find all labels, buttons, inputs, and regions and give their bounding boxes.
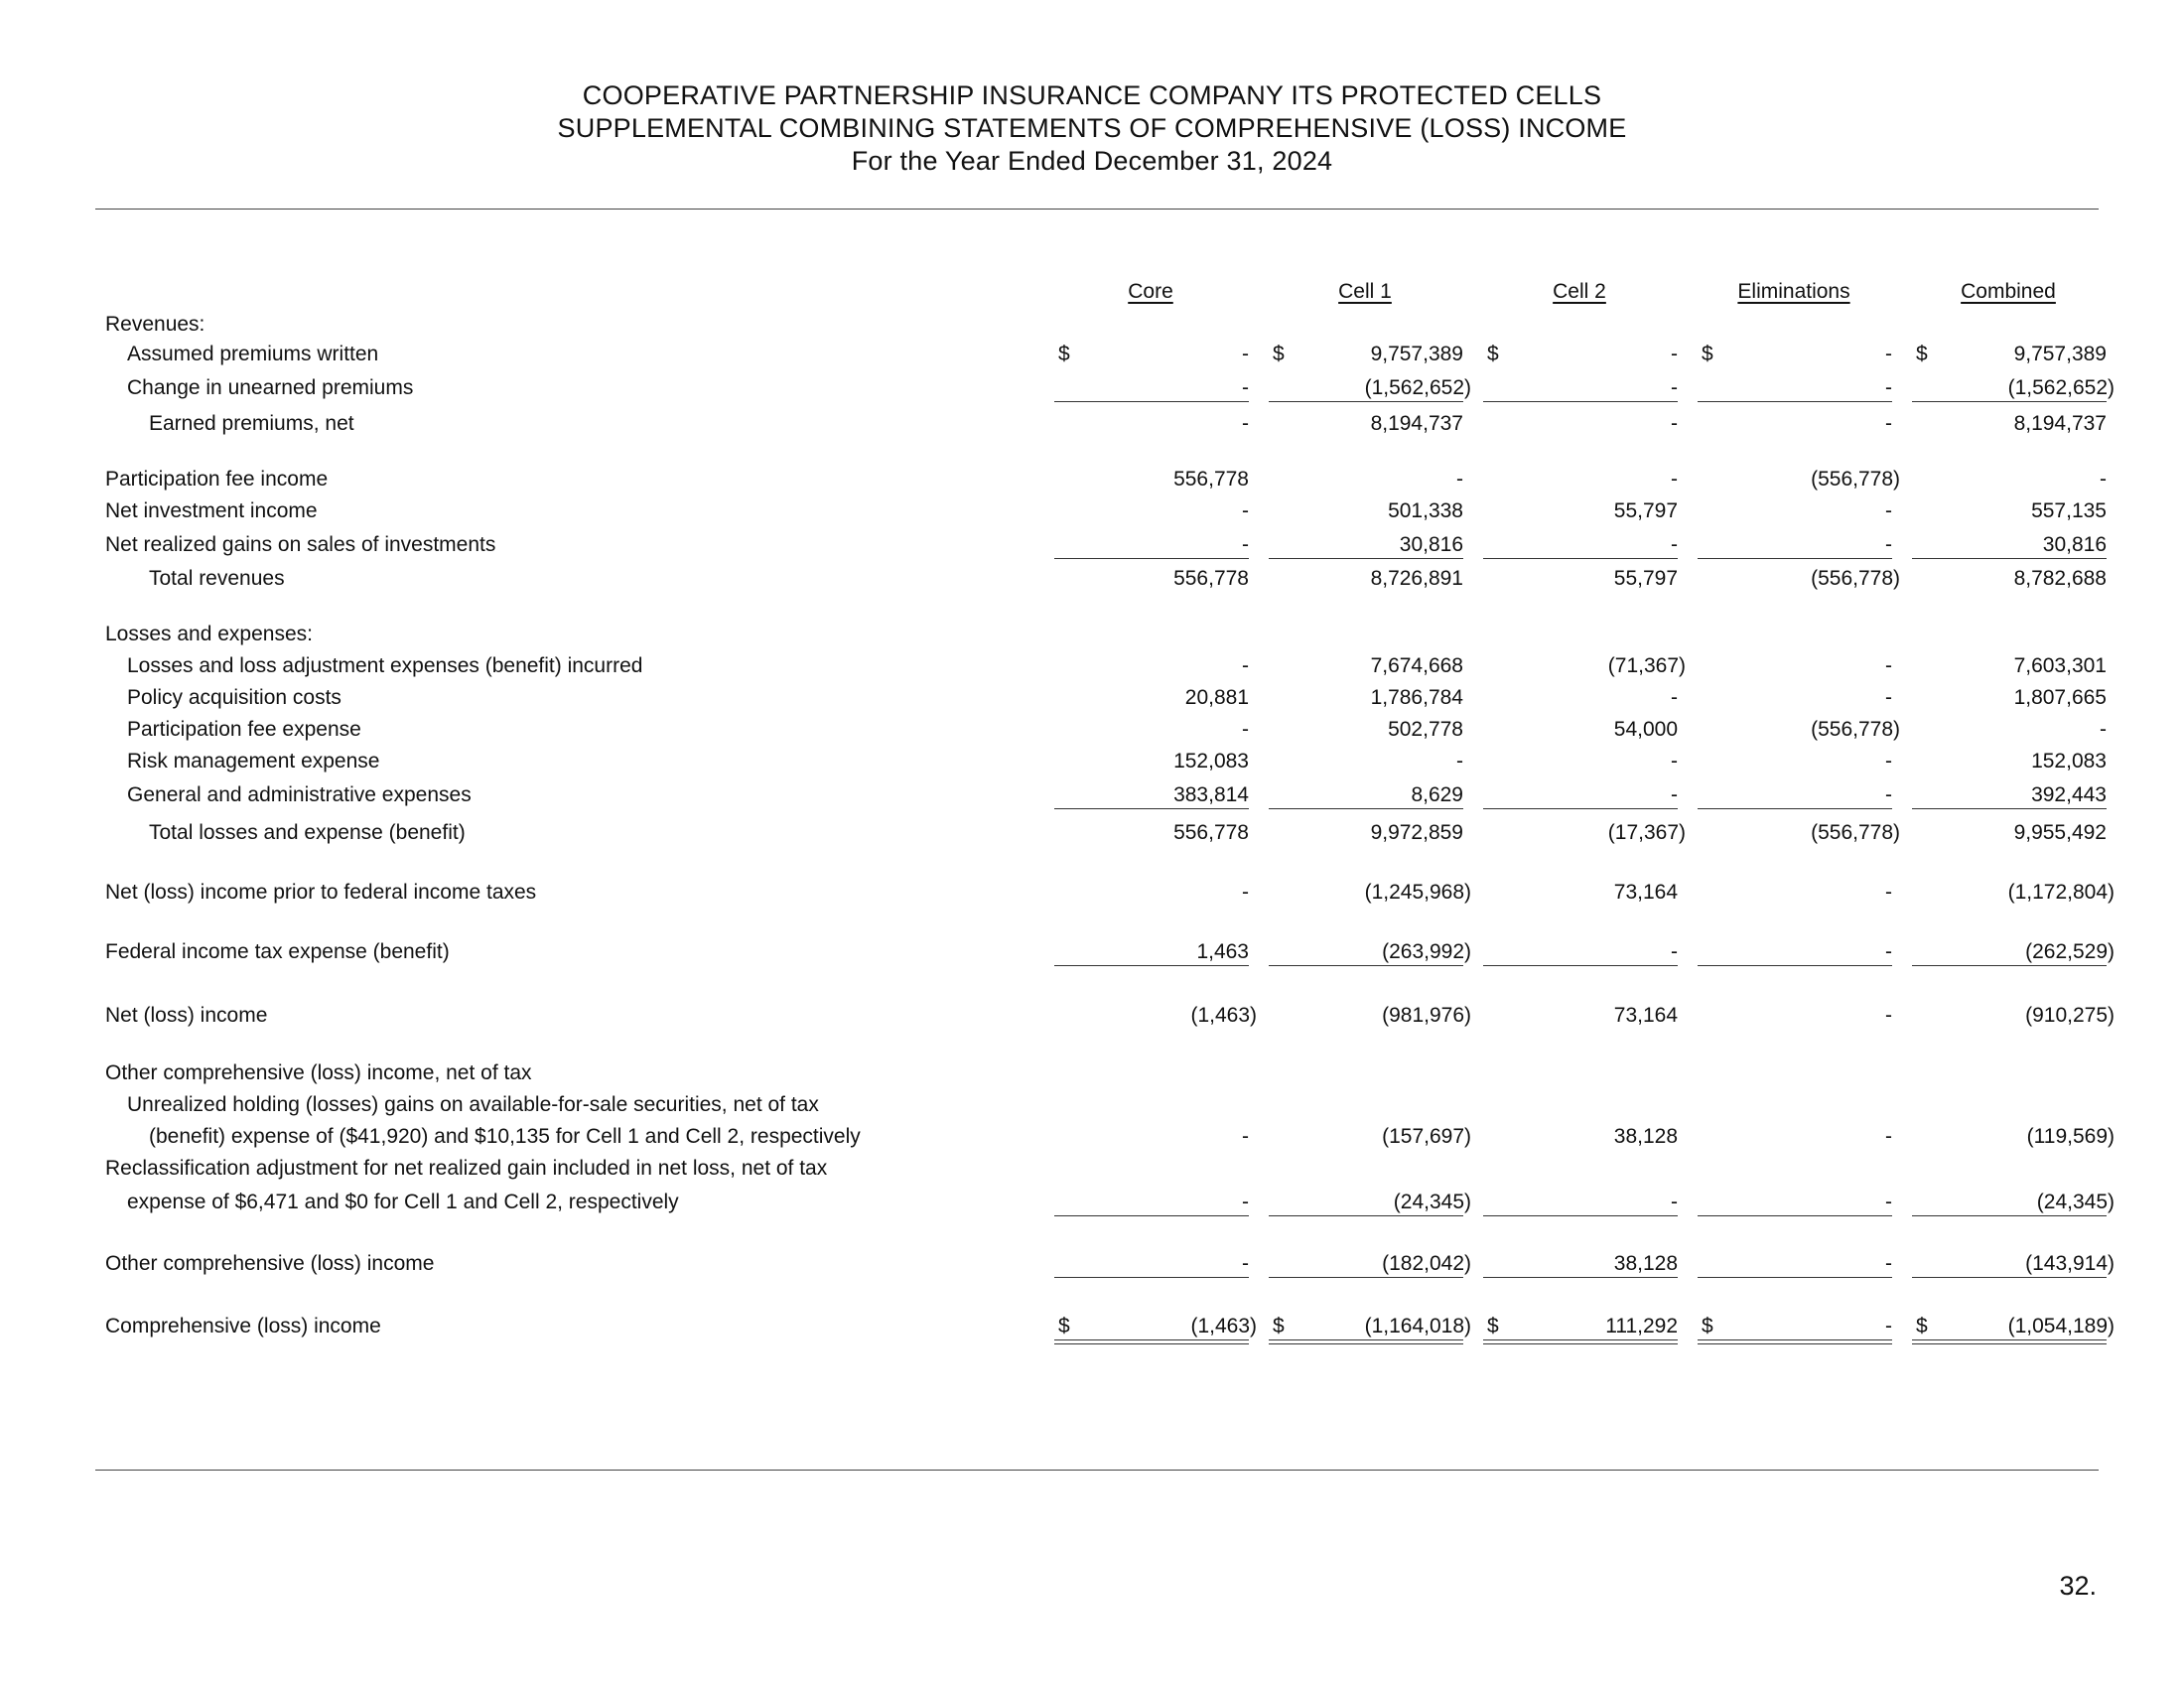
change-in-unearned-premiums-eliminations-underline [1698, 401, 1892, 402]
bottom-divider [95, 1470, 2099, 1471]
risk-management-expense-combined-value: 152,083 [2031, 750, 2107, 773]
general-and-admin-expenses-cell-2-underline [1483, 808, 1678, 809]
change-in-unearned-premiums-eliminations-value: - [1885, 376, 1892, 399]
comprehensive-income-eliminations-value: - [1885, 1315, 1892, 1337]
earned-premiums-net-core-value: - [1242, 412, 1249, 435]
assumed-premiums-written-cell-2-value: - [1671, 343, 1678, 365]
other-comprehensive-income-combined-underline [1912, 1277, 2107, 1278]
net-realized-gains-core-value: - [1242, 533, 1249, 556]
participation-fee-income-cell-2-value: - [1671, 468, 1678, 491]
assumed-premiums-written-combined-value: 9,757,389 [2013, 343, 2107, 365]
total-losses-and-expense-core-value: 556,778 [1173, 821, 1249, 844]
comprehensive-income-core-double-underline [1054, 1339, 1249, 1344]
page-number: 32. [2059, 1571, 2097, 1601]
total-losses-and-expense-label: Total losses and expense (benefit) [149, 821, 466, 844]
change-in-unearned-premiums-cell-1-underline [1269, 401, 1463, 402]
comprehensive-income-combined-double-underline [1912, 1339, 2107, 1344]
unrealized-holding-gains-line2-cell-1-value: (157,697) [1382, 1125, 1471, 1148]
net-realized-gains-cell-2-value: - [1671, 533, 1678, 556]
reclassification-adjustment-line2-eliminations-underline [1698, 1215, 1892, 1216]
other-comprehensive-income-eliminations-value: - [1885, 1252, 1892, 1275]
federal-income-tax-combined-underline [1912, 965, 2107, 966]
losses-and-lae-eliminations-value: - [1885, 654, 1892, 677]
other-comprehensive-income-combined-value: (143,914) [2025, 1252, 2115, 1275]
company-title: COOPERATIVE PARTNERSHIP INSURANCE COMPANY ITS PROTECTED CELLS [582, 80, 1602, 110]
assumed-premiums-written-eliminations-value: - [1885, 343, 1892, 365]
section-losses-and-expenses: Losses and expenses: [105, 623, 313, 645]
net-realized-gains-core-underline [1054, 558, 1249, 559]
participation-fee-income-cell-1-value: - [1456, 468, 1463, 491]
general-and-admin-expenses-combined-underline [1912, 808, 2107, 809]
other-comprehensive-income-eliminations-underline [1698, 1277, 1892, 1278]
losses-and-lae-core-value: - [1242, 654, 1249, 677]
other-comprehensive-income-cell-1-underline [1269, 1277, 1463, 1278]
change-in-unearned-premiums-core-value: - [1242, 376, 1249, 399]
comprehensive-income-combined-value: (1,054,189) [2007, 1315, 2115, 1337]
total-losses-and-expense-combined-value: 9,955,492 [2013, 821, 2107, 844]
other-comprehensive-income-cell-1-value: (182,042) [1382, 1252, 1471, 1275]
assumed-premiums-written-cell-1-value: 9,757,389 [1370, 343, 1463, 365]
column-header-cell-2: Cell 2 [1553, 280, 1606, 303]
unrealized-holding-gains-line2-combined-value: (119,569) [2026, 1125, 2115, 1148]
net-realized-gains-eliminations-underline [1698, 558, 1892, 559]
assumed-premiums-written-core-currency: $ [1058, 343, 1070, 365]
section-other-comprehensive: Other comprehensive (loss) income, net of tax [105, 1061, 532, 1084]
net-investment-income-eliminations-value: - [1885, 499, 1892, 522]
reclassification-adjustment-line2-cell-2-underline [1483, 1215, 1678, 1216]
participation-fee-income-eliminations-value: (556,778) [1811, 468, 1900, 491]
policy-acquisition-costs-combined-value: 1,807,665 [2013, 686, 2107, 709]
policy-acquisition-costs-cell-1-value: 1,786,784 [1370, 686, 1463, 709]
assumed-premiums-written-cell-1-currency: $ [1273, 343, 1285, 365]
risk-management-expense-label: Risk management expense [127, 750, 380, 773]
general-and-admin-expenses-core-underline [1054, 808, 1249, 809]
net-loss-income-core-value: (1,463) [1190, 1004, 1257, 1027]
statement-header [0, 79, 2184, 178]
federal-income-tax-core-underline [1054, 965, 1249, 966]
risk-management-expense-eliminations-value: - [1885, 750, 1892, 773]
period-title: For the Year Ended December 31, 2024 [851, 146, 1333, 176]
participation-fee-income-label: Participation fee income [105, 468, 329, 491]
federal-income-tax-cell-2-value: - [1671, 940, 1678, 963]
unrealized-holding-gains-line2-eliminations-value: - [1885, 1125, 1892, 1148]
change-in-unearned-premiums-cell-1-value: (1,562,652) [1364, 376, 1471, 399]
total-revenues-combined-value: 8,782,688 [2013, 567, 2107, 590]
losses-and-lae-cell-1-value: 7,674,668 [1370, 654, 1463, 677]
total-losses-and-expense-cell-1-value: 9,972,859 [1370, 821, 1463, 844]
change-in-unearned-premiums-cell-2-value: - [1671, 376, 1678, 399]
net-investment-income-core-value: - [1242, 499, 1249, 522]
comprehensive-income-core-currency: $ [1058, 1315, 1070, 1337]
net-income-before-taxes-cell-1-value: (1,245,968) [1364, 881, 1471, 904]
net-income-before-taxes-cell-2-value: 73,164 [1613, 881, 1678, 904]
net-income-before-taxes-label: Net (loss) income prior to federal income taxes [105, 881, 537, 904]
federal-income-tax-eliminations-value: - [1885, 940, 1892, 963]
comprehensive-income-cell-1-value: (1,164,018) [1364, 1315, 1471, 1337]
unrealized-holding-gains-line1-label: Unrealized holding (losses) gains on available-for-sale securities, net of tax [127, 1093, 819, 1116]
policy-acquisition-costs-eliminations-value: - [1885, 686, 1892, 709]
assumed-premiums-written-core-value: - [1242, 343, 1249, 365]
reclassification-adjustment-line2-label: expense of $6,471 and $0 for Cell 1 and Cell 2, respectively [127, 1191, 679, 1213]
participation-fee-income-core-value: 556,778 [1173, 468, 1249, 491]
risk-management-expense-cell-1-value: - [1456, 750, 1463, 773]
general-and-admin-expenses-eliminations-underline [1698, 808, 1892, 809]
general-and-admin-expenses-core-value: 383,814 [1173, 783, 1249, 806]
unrealized-holding-gains-line2-cell-2-value: 38,128 [1613, 1125, 1678, 1148]
comprehensive-income-cell-2-currency: $ [1487, 1315, 1499, 1337]
change-in-unearned-premiums-combined-value: (1,562,652) [2007, 376, 2115, 399]
other-comprehensive-income-core-value: - [1242, 1252, 1249, 1275]
comprehensive-income-label: Comprehensive (loss) income [105, 1315, 381, 1337]
total-losses-and-expense-cell-2-value: (17,367) [1607, 821, 1686, 844]
net-income-before-taxes-core-value: - [1242, 881, 1249, 904]
earned-premiums-net-cell-1-value: 8,194,737 [1370, 412, 1463, 435]
federal-income-tax-combined-value: (262,529) [2025, 940, 2115, 963]
policy-acquisition-costs-cell-2-value: - [1671, 686, 1678, 709]
column-header-combined: Combined [1961, 280, 2056, 303]
other-comprehensive-income-core-underline [1054, 1277, 1249, 1278]
net-loss-income-eliminations-value: - [1885, 1004, 1892, 1027]
net-realized-gains-cell-1-value: 30,816 [1399, 533, 1463, 556]
risk-management-expense-core-value: 152,083 [1173, 750, 1249, 773]
general-and-admin-expenses-label: General and administrative expenses [127, 783, 472, 806]
assumed-premiums-written-cell-2-currency: $ [1487, 343, 1499, 365]
top-divider [95, 209, 2099, 210]
earned-premiums-net-combined-value: 8,194,737 [2013, 412, 2107, 435]
federal-income-tax-cell-1-value: (263,992) [1382, 940, 1471, 963]
other-comprehensive-income-cell-2-value: 38,128 [1613, 1252, 1678, 1275]
participation-fee-expense-cell-1-value: 502,778 [1388, 718, 1463, 741]
reclassification-adjustment-line2-cell-2-value: - [1671, 1191, 1678, 1213]
reclassification-adjustment-line2-cell-1-value: (24,345) [1393, 1191, 1471, 1213]
reclassification-adjustment-line1-label: Reclassification adjustment for net realized gain included in net loss, net of tax [105, 1157, 828, 1180]
general-and-admin-expenses-combined-value: 392,443 [2031, 783, 2107, 806]
comprehensive-income-cell-1-currency: $ [1273, 1315, 1285, 1337]
policy-acquisition-costs-core-value: 20,881 [1184, 686, 1249, 709]
losses-and-lae-combined-value: 7,603,301 [2013, 654, 2107, 677]
earned-premiums-net-cell-2-value: - [1671, 412, 1678, 435]
comprehensive-income-eliminations-double-underline [1698, 1339, 1892, 1344]
net-investment-income-combined-value: 557,135 [2031, 499, 2107, 522]
comprehensive-income-cell-1-double-underline [1269, 1339, 1463, 1344]
net-realized-gains-combined-underline [1912, 558, 2107, 559]
net-investment-income-label: Net investment income [105, 499, 318, 522]
assumed-premiums-written-combined-currency: $ [1916, 343, 1928, 365]
total-revenues-label: Total revenues [149, 567, 285, 590]
total-revenues-cell-2-value: 55,797 [1613, 567, 1678, 590]
general-and-admin-expenses-cell-1-underline [1269, 808, 1463, 809]
column-header-eliminations: Eliminations [1737, 280, 1850, 303]
change-in-unearned-premiums-cell-2-underline [1483, 401, 1678, 402]
net-realized-gains-combined-value: 30,816 [2042, 533, 2107, 556]
net-loss-income-cell-2-value: 73,164 [1613, 1004, 1678, 1027]
reclassification-adjustment-line2-combined-underline [1912, 1215, 2107, 1216]
reclassification-adjustment-line2-combined-value: (24,345) [2036, 1191, 2115, 1213]
losses-and-lae-label: Losses and loss adjustment expenses (benefit) incurred [127, 654, 643, 677]
section-revenues: Revenues: [105, 313, 205, 336]
other-comprehensive-income-cell-2-underline [1483, 1277, 1678, 1278]
net-income-before-taxes-eliminations-value: - [1885, 881, 1892, 904]
other-comprehensive-income-label: Other comprehensive (loss) income [105, 1252, 435, 1275]
federal-income-tax-eliminations-underline [1698, 965, 1892, 966]
statement-title: SUPPLEMENTAL COMBINING STATEMENTS OF COMPREHENSIVE (LOSS) INCOME [557, 113, 1627, 143]
reclassification-adjustment-line2-eliminations-value: - [1885, 1191, 1892, 1213]
general-and-admin-expenses-cell-2-value: - [1671, 783, 1678, 806]
net-realized-gains-eliminations-value: - [1885, 533, 1892, 556]
general-and-admin-expenses-eliminations-value: - [1885, 783, 1892, 806]
reclassification-adjustment-line2-core-underline [1054, 1215, 1249, 1216]
net-loss-income-cell-1-value: (981,976) [1382, 1004, 1471, 1027]
participation-fee-income-combined-value: - [2100, 468, 2107, 491]
net-income-before-taxes-combined-value: (1,172,804) [2007, 881, 2115, 904]
federal-income-tax-core-value: 1,463 [1196, 940, 1249, 963]
unrealized-holding-gains-line2-label: (benefit) expense of ($41,920) and $10,135 for Cell 1 and Cell 2, respectively [149, 1125, 861, 1148]
assumed-premiums-written-eliminations-currency: $ [1702, 343, 1713, 365]
participation-fee-expense-core-value: - [1242, 718, 1249, 741]
federal-income-tax-cell-1-underline [1269, 965, 1463, 966]
policy-acquisition-costs-label: Policy acquisition costs [127, 686, 341, 709]
total-revenues-cell-1-value: 8,726,891 [1370, 567, 1463, 590]
participation-fee-expense-label: Participation fee expense [127, 718, 361, 741]
unrealized-holding-gains-line2-core-value: - [1242, 1125, 1249, 1148]
comprehensive-income-cell-2-value: 111,292 [1605, 1315, 1678, 1337]
participation-fee-expense-cell-2-value: 54,000 [1613, 718, 1678, 741]
participation-fee-expense-eliminations-value: (556,778) [1811, 718, 1900, 741]
comprehensive-income-cell-2-double-underline [1483, 1339, 1678, 1344]
change-in-unearned-premiums-combined-underline [1912, 401, 2107, 402]
column-header-core: Core [1128, 280, 1173, 303]
net-investment-income-cell-1-value: 501,338 [1388, 499, 1463, 522]
total-revenues-core-value: 556,778 [1173, 567, 1249, 590]
net-realized-gains-label: Net realized gains on sales of investments [105, 533, 496, 556]
comprehensive-income-core-value: (1,463) [1190, 1315, 1257, 1337]
net-investment-income-cell-2-value: 55,797 [1613, 499, 1678, 522]
reclassification-adjustment-line2-core-value: - [1242, 1191, 1249, 1213]
participation-fee-expense-combined-value: - [2100, 718, 2107, 741]
net-loss-income-label: Net (loss) income [105, 1004, 268, 1027]
assumed-premiums-written-label: Assumed premiums written [127, 343, 379, 365]
earned-premiums-net-label: Earned premiums, net [149, 412, 354, 435]
total-losses-and-expense-eliminations-value: (556,778) [1811, 821, 1900, 844]
change-in-unearned-premiums-core-underline [1054, 401, 1249, 402]
column-header-cell-1: Cell 1 [1338, 280, 1392, 303]
net-realized-gains-cell-2-underline [1483, 558, 1678, 559]
net-loss-income-combined-value: (910,275) [2025, 1004, 2115, 1027]
general-and-admin-expenses-cell-1-value: 8,629 [1411, 783, 1463, 806]
reclassification-adjustment-line2-cell-1-underline [1269, 1215, 1463, 1216]
comprehensive-income-combined-currency: $ [1916, 1315, 1928, 1337]
total-revenues-eliminations-value: (556,778) [1811, 567, 1900, 590]
federal-income-tax-cell-2-underline [1483, 965, 1678, 966]
comprehensive-income-eliminations-currency: $ [1702, 1315, 1713, 1337]
risk-management-expense-cell-2-value: - [1671, 750, 1678, 773]
earned-premiums-net-eliminations-value: - [1885, 412, 1892, 435]
federal-income-tax-label: Federal income tax expense (benefit) [105, 940, 450, 963]
net-realized-gains-cell-1-underline [1269, 558, 1463, 559]
change-in-unearned-premiums-label: Change in unearned premiums [127, 376, 414, 399]
losses-and-lae-cell-2-value: (71,367) [1607, 654, 1686, 677]
